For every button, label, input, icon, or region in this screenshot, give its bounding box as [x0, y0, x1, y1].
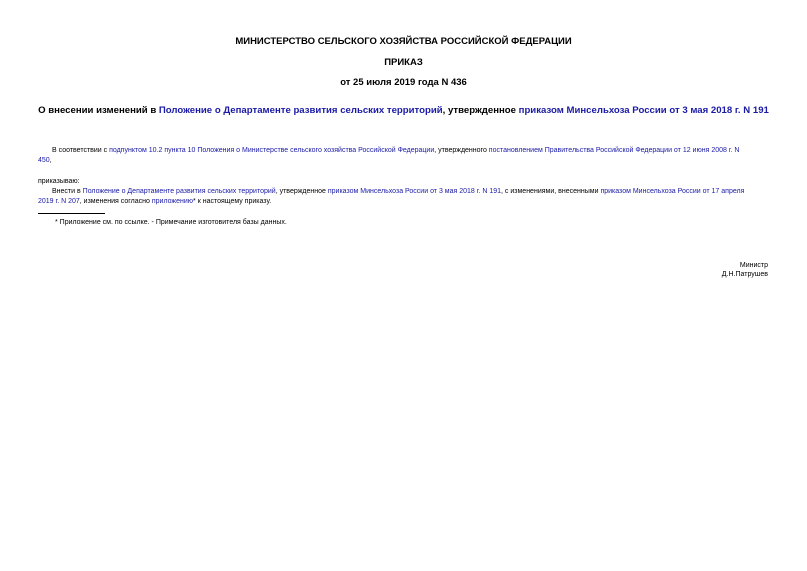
para2-link-order-207[interactable]: приказом Минсельхоза России от 17 апреля [600, 188, 745, 195]
para2-link-order-191[interactable]: приказом Минсельхоза России от 3 мая 2018 г. N 191 [327, 188, 502, 195]
title-text-2: , утвержденное [442, 105, 519, 116]
decree-word: приказываю: [38, 178, 80, 185]
paragraph-basis-line1 [52, 146, 739, 156]
footnote: * Приложение см. по ссылке. - Примечание изготовителя базы данных. [55, 219, 287, 226]
para2-text-4: , изменения согласно [79, 198, 152, 205]
para1-link-resolution-cont[interactable]: 450 [38, 157, 50, 164]
paragraph-basis-line2 [38, 156, 52, 166]
footnote-divider [38, 213, 105, 214]
para2-link-order-207-cont[interactable]: 2019 г. N 207 [38, 198, 80, 205]
document-date-number: от 25 июля 2019 года N 436 [340, 77, 467, 88]
ministry-name: МИНИСТЕРСТВО СЕЛЬСКОГО ХОЗЯЙСТВА РОССИЙСКОЙ ФЕДЕРАЦИИ [235, 36, 572, 47]
para1-link-subclause[interactable]: подпунктом 10.2 пункта 10 Положения о Министерстве сельского хозяйства Российской Федерации [109, 147, 435, 154]
para1-link-resolution[interactable]: постановлением Правительства Российской Федерации от 12 июня 2008 г. N [488, 147, 740, 154]
title-link-order[interactable]: приказом Минсельхоза России от 3 мая 2018 г. N 191 [518, 105, 769, 116]
para2-link-regulation[interactable]: Положение о Департаменте развития сельских территорий [82, 188, 276, 195]
para1-text-2: , утвержденного [434, 147, 489, 154]
para1-text-3: , [49, 157, 52, 164]
signer-name: Д.Н.Патрушев [721, 271, 768, 278]
title-text-1: О внесении изменений в [38, 105, 159, 116]
signer-title: Министр [739, 262, 768, 269]
para2-link-appendix[interactable]: приложению [151, 198, 194, 205]
title-link-regulation[interactable]: Положение о Департаменте развития сельских территорий [158, 105, 443, 116]
para2-text-3: , с изменениями, внесенными [501, 188, 601, 195]
document-title [0, 105, 807, 116]
para2-text-1: Внести в [52, 188, 83, 195]
para2-text-2: , утвержденное [275, 188, 328, 195]
para2-text-5: * к настоящему приказу. [193, 198, 272, 205]
paragraph-order-line2 [38, 197, 271, 207]
document-type: ПРИКАЗ [384, 57, 423, 68]
para1-text-1: В соответствии с [52, 147, 110, 154]
paragraph-order-line1 [52, 187, 744, 197]
